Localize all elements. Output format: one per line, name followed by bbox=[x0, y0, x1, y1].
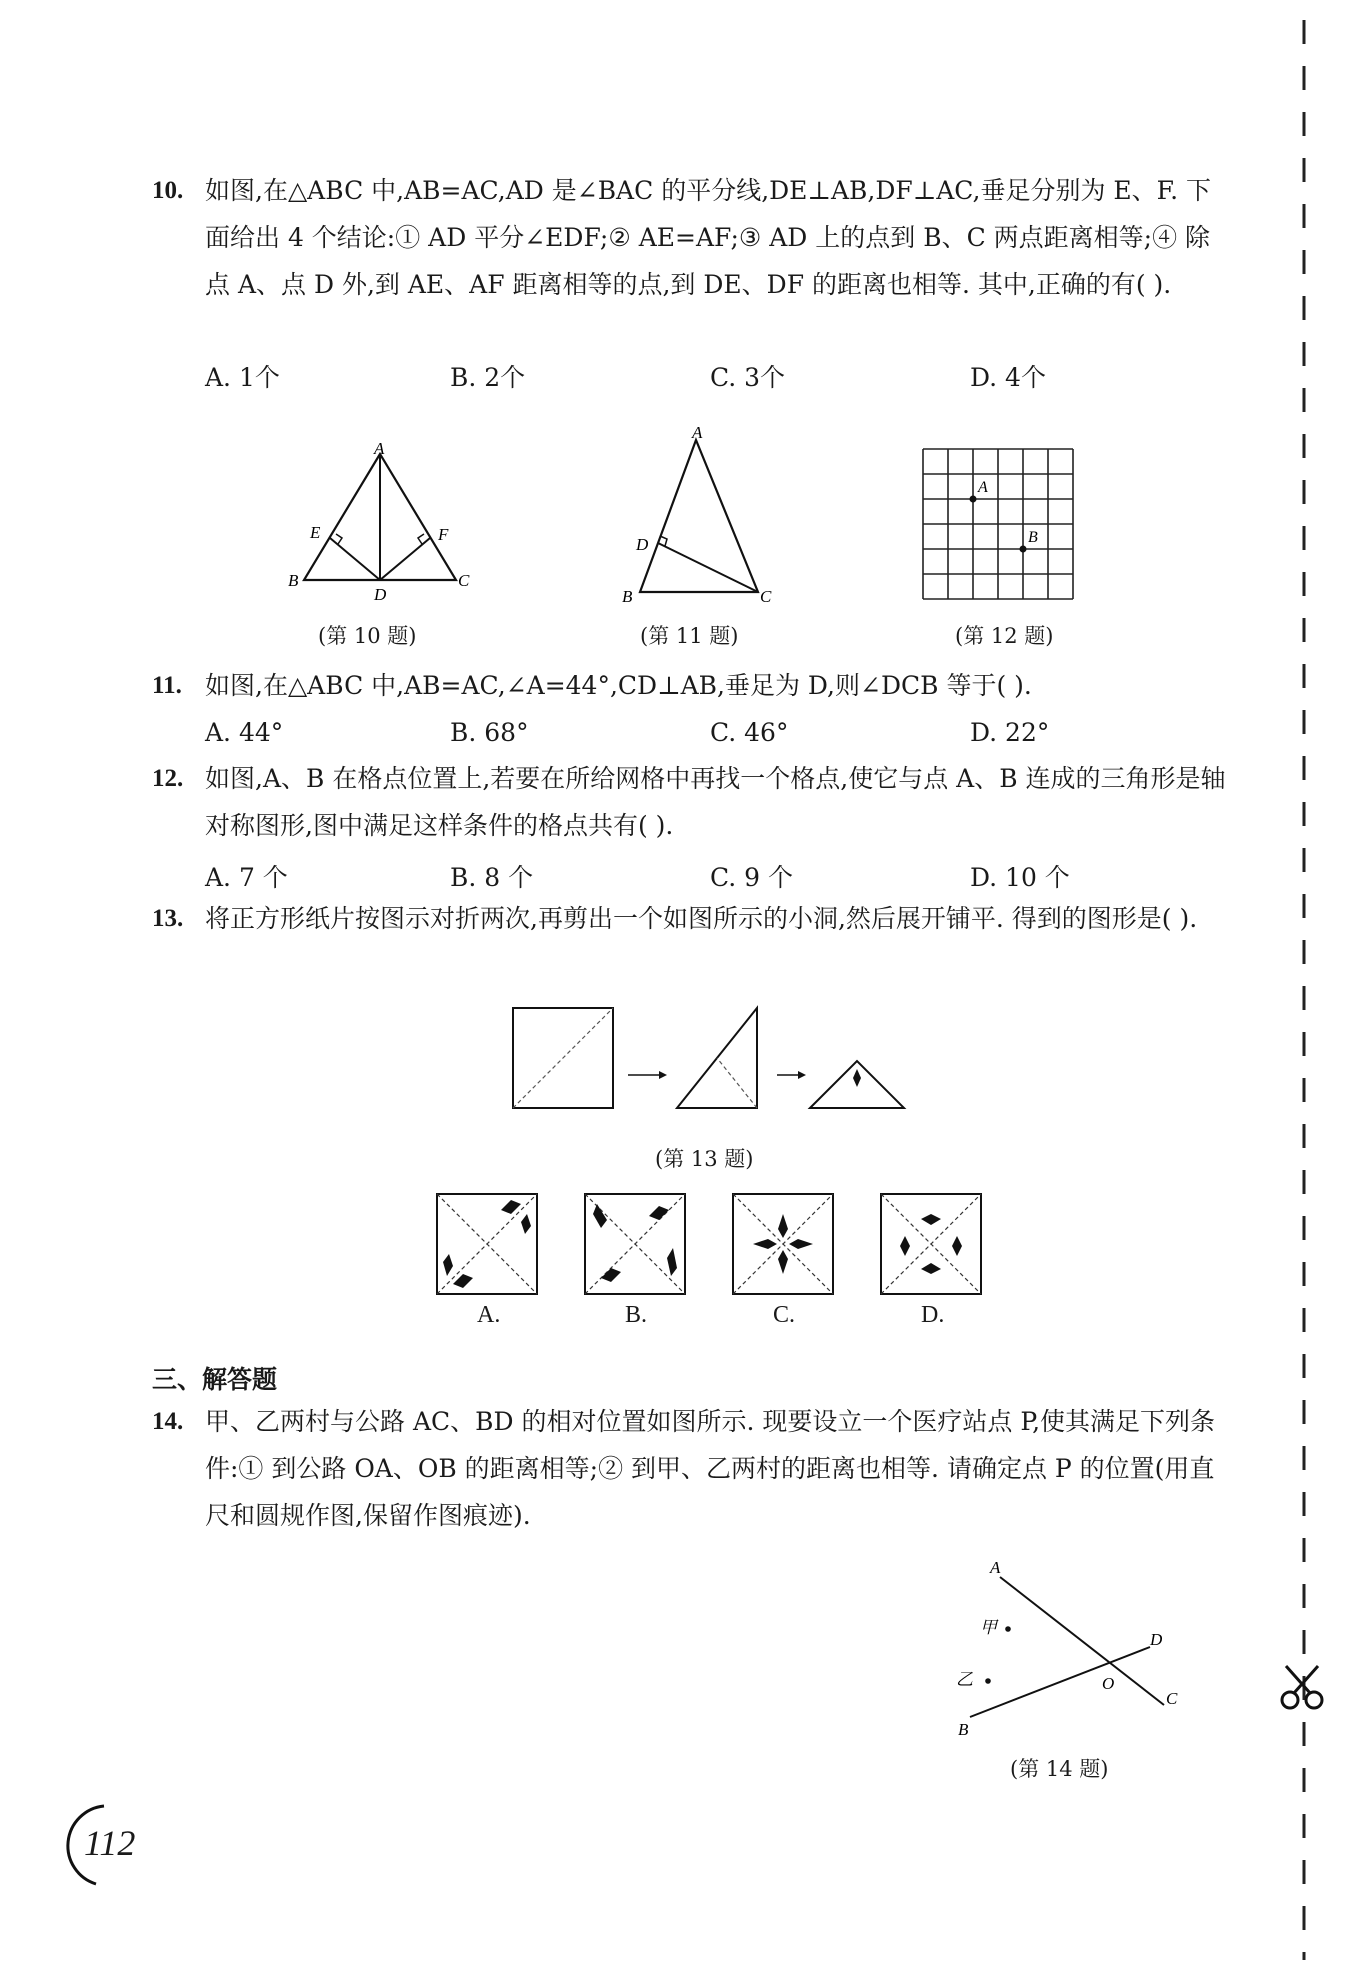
figure-13-folding bbox=[505, 1000, 915, 1120]
choice-c-figure[interactable] bbox=[731, 1192, 835, 1296]
caption-11: (第 11 题) bbox=[640, 624, 739, 648]
option-c: C. 3个 bbox=[710, 363, 786, 392]
label-b: B bbox=[622, 587, 633, 606]
option-b: B. 2个 bbox=[450, 363, 526, 392]
options-11 bbox=[205, 718, 1205, 758]
question-text: 将正方形纸片按图示对折两次,再剪出一个如图所示的小洞,然后展开铺平. 得到的图形是( ). bbox=[205, 904, 1198, 933]
figure-12 bbox=[918, 444, 1078, 604]
option-a: A. 7 个 bbox=[205, 863, 288, 892]
scissors-icon bbox=[1272, 1660, 1332, 1720]
question-text: 如图,在△ABC 中,AB=AC,∠A=44°,CD⊥AB,垂足为 D,则∠DCB 等于( ). bbox=[205, 671, 1032, 700]
question-11 bbox=[152, 662, 1227, 709]
option-b: B. 8 个 bbox=[450, 863, 534, 892]
label-a: A bbox=[692, 423, 703, 442]
choice-a-label: A. bbox=[477, 1302, 501, 1328]
options-12 bbox=[205, 858, 1205, 898]
question-text: 甲、乙两村与公路 AC、BD 的相对位置如图所示. 现要设立一个医疗站点 P,使其满足下列条件:① 到公路 OA、OB 的距离相等;② 到甲、乙两村的距离也相等. 请确定点 P 的位置(用直尺和圆规作图,保留作图痕迹). bbox=[205, 1407, 1216, 1530]
question-number: 14. bbox=[152, 1408, 184, 1435]
question-number: 11. bbox=[152, 672, 182, 699]
label-e: E bbox=[310, 523, 321, 542]
label-b: B bbox=[958, 1720, 969, 1739]
option-a: A. 44° bbox=[205, 718, 284, 747]
page-number: 112 bbox=[84, 1823, 136, 1863]
caption-13: (第 13 题) bbox=[655, 1147, 754, 1171]
caption-10: (第 10 题) bbox=[318, 624, 417, 648]
options-10 bbox=[205, 358, 1205, 398]
option-c: C. 9 个 bbox=[710, 863, 793, 892]
choice-c-label: C. bbox=[773, 1302, 796, 1328]
question-text: 如图,在△ABC 中,AB=AC,AD 是∠BAC 的平分线,DE⊥AB,DF⊥AC,垂足分别为 E、F. 下面给出 4 个结论:① AD 平分∠EDF;② AE=AF;③ AD 上的点到 B、C 两点距离相等;④ 除点 A、点 D 外,到 AE、AF 距离相等的点,到 DE、DF 的距离也相等. 其中,正确的有( ). bbox=[205, 176, 1211, 299]
option-d: D. 10 个 bbox=[970, 863, 1070, 892]
label-c: C bbox=[760, 587, 772, 606]
choice-d-label: D. bbox=[921, 1302, 945, 1328]
question-number: 10. bbox=[152, 177, 184, 204]
section-title: 三、解答题 bbox=[152, 1365, 278, 1394]
figure-10 bbox=[280, 440, 500, 610]
choice-d-figure[interactable] bbox=[879, 1192, 983, 1296]
question-13 bbox=[152, 895, 1227, 942]
label-d: D bbox=[636, 535, 649, 554]
label-c: C bbox=[458, 571, 470, 590]
choice-b-label: B. bbox=[625, 1302, 648, 1328]
label-d: D bbox=[1150, 1630, 1163, 1649]
label-a: A bbox=[374, 440, 385, 458]
option-d: D. 22° bbox=[970, 718, 1050, 747]
label-b: B bbox=[288, 571, 299, 590]
label-yi: 乙 bbox=[956, 1670, 973, 1689]
label-a: A bbox=[990, 1558, 1001, 1577]
option-d: D. 4个 bbox=[970, 363, 1046, 392]
choice-a-figure[interactable] bbox=[435, 1192, 539, 1296]
choice-b-figure[interactable] bbox=[583, 1192, 687, 1296]
label-b: B bbox=[1028, 529, 1038, 546]
label-jia: 甲 bbox=[980, 1618, 997, 1637]
question-14 bbox=[152, 1398, 1227, 1539]
caption-12: (第 12 题) bbox=[955, 624, 1054, 648]
question-12 bbox=[152, 755, 1227, 849]
figure-14 bbox=[940, 1555, 1200, 1745]
option-b: B. 68° bbox=[450, 718, 529, 747]
question-number: 12. bbox=[152, 765, 184, 792]
question-10 bbox=[152, 167, 1227, 308]
label-f: F bbox=[438, 525, 449, 544]
label-c: C bbox=[1166, 1689, 1178, 1708]
option-c: C. 46° bbox=[710, 718, 789, 747]
figure-11 bbox=[610, 420, 790, 610]
label-a: A bbox=[978, 479, 988, 496]
label-o: O bbox=[1102, 1674, 1115, 1693]
question-number: 13. bbox=[152, 905, 184, 932]
caption-14: (第 14 题) bbox=[1010, 1757, 1109, 1781]
option-a: A. 1个 bbox=[205, 363, 280, 392]
label-d: D bbox=[374, 585, 387, 604]
question-text: 如图,A、B 在格点位置上,若要在所给网格中再找一个格点,使它与点 A、B 连成的三角形是轴对称图形,图中满足这样条件的格点共有( ). bbox=[205, 764, 1226, 840]
